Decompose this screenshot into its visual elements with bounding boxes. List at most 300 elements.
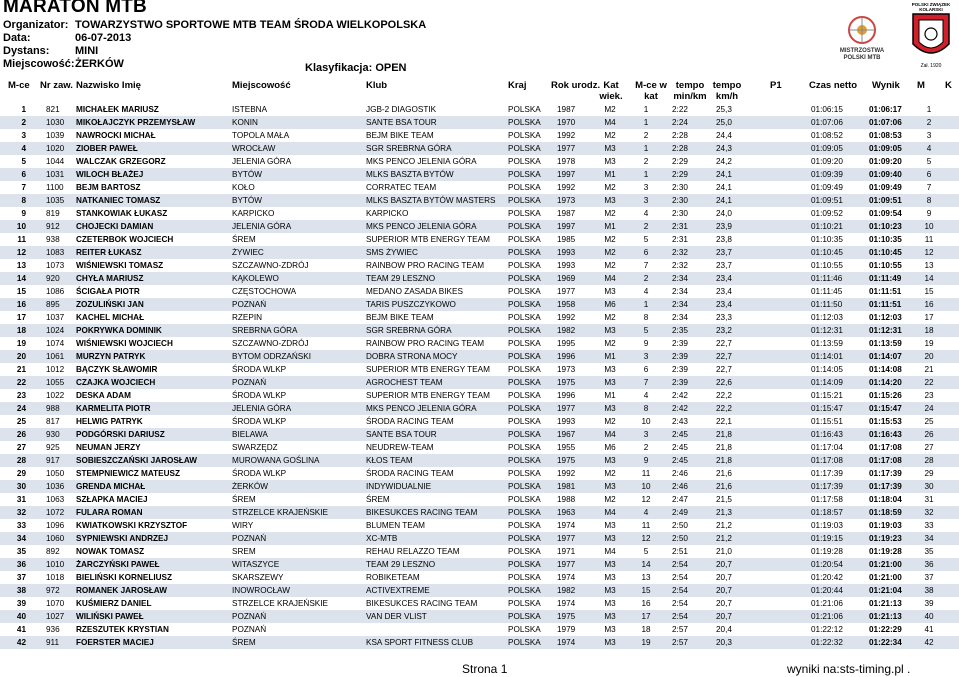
cell-country: POLSKA — [508, 495, 541, 504]
cell-m: 4 — [926, 144, 932, 153]
cell-place: 30 — [16, 482, 26, 491]
cell-year: 1971 — [557, 547, 576, 556]
cell-place: 42 — [16, 638, 26, 647]
cell-category: M3 — [604, 612, 616, 621]
cell-result: 01:14:08 — [869, 365, 902, 374]
header-pace-l2: min/km — [673, 91, 707, 102]
cell-town: POZNAŃ — [232, 378, 267, 387]
cell-result: 01:06:17 — [869, 105, 902, 114]
cell-m: 22 — [924, 378, 934, 387]
cell-town: BYTÓW — [232, 196, 263, 205]
meta-label: Miejscowość: — [3, 58, 75, 70]
cell-town: ISTEBNA — [232, 105, 268, 114]
meta-label: Dystans: — [3, 45, 50, 57]
cell-year: 1995 — [557, 339, 576, 348]
cell-place: 23 — [16, 391, 26, 400]
cell-year: 1997 — [557, 222, 576, 231]
cell-year: 1992 — [557, 183, 576, 192]
cell-town: POZNAŃ — [232, 534, 267, 543]
cell-speed: 20,7 — [716, 599, 732, 608]
cell-year: 1981 — [557, 482, 576, 491]
cell-net-time: 01:10:21 — [811, 222, 843, 231]
cell-country: POLSKA — [508, 248, 541, 257]
cell-pace: 2:46 — [672, 469, 688, 478]
cell-result: 01:17:39 — [869, 469, 902, 478]
meta-value: TOWARZYSTWO SPORTOWE MTB TEAM ŚRODA WIELKOPOLSKA — [75, 19, 427, 31]
cell-country: POLSKA — [508, 222, 541, 231]
cell-speed: 24,1 — [716, 170, 732, 179]
cell-place: 29 — [16, 469, 26, 478]
cell-m: 36 — [924, 560, 934, 569]
cell-pace: 2:35 — [672, 326, 688, 335]
champ-line1: MISTRZOSTWA — [839, 48, 885, 54]
cell-year: 1955 — [557, 443, 576, 452]
cell-year: 1977 — [557, 144, 576, 153]
cell-club: MKS PENCO JELENIA GÓRA — [366, 157, 477, 166]
table-row — [0, 207, 959, 220]
cell-year: 1958 — [557, 300, 576, 309]
cell-cat-place: 13 — [641, 573, 651, 582]
cell-club: AGROCHEST TEAM — [366, 378, 443, 387]
cell-net-time: 01:09:39 — [811, 170, 843, 179]
cell-speed: 21,2 — [716, 521, 732, 530]
cell-place: 8 — [21, 196, 26, 205]
cell-country: POLSKA — [508, 638, 541, 647]
cell-speed: 22,7 — [716, 352, 732, 361]
cell-name: HELWIG PATRYK — [76, 417, 143, 426]
cell-cat-place: 12 — [641, 534, 651, 543]
cell-club: SGR SREBRNA GÓRA — [366, 326, 452, 335]
cell-m: 21 — [924, 365, 934, 374]
cell-result: 01:19:28 — [869, 547, 902, 556]
page-title: MARATON MTB — [3, 0, 147, 17]
cell-club: KSA SPORT FITNESS CLUB — [366, 638, 474, 647]
cell-net-time: 01:22:12 — [811, 625, 843, 634]
cell-country: POLSKA — [508, 560, 541, 569]
cell-pace: 2:31 — [672, 222, 688, 231]
cell-pace: 2:54 — [672, 560, 688, 569]
cell-club: INDYWIDUALNIE — [366, 482, 432, 491]
cell-bib: 1037 — [46, 313, 65, 322]
cell-pace: 2:34 — [672, 287, 688, 296]
cell-club: BEJM BIKE TEAM — [366, 313, 434, 322]
cell-town: SREM — [232, 547, 256, 556]
cell-bib: 917 — [46, 456, 60, 465]
cell-place: 36 — [16, 560, 26, 569]
cell-bib: 1050 — [46, 469, 65, 478]
cell-speed: 21,6 — [716, 469, 732, 478]
table-row — [0, 428, 959, 441]
table-row — [0, 246, 959, 259]
cell-net-time: 01:14:09 — [811, 378, 843, 387]
cell-club: REHAU RELAZZO TEAM — [366, 547, 460, 556]
cell-net-time: 01:17:04 — [811, 443, 843, 452]
cell-cat-place: 19 — [641, 638, 651, 647]
cell-year: 1973 — [557, 365, 576, 374]
cell-category: M3 — [604, 456, 616, 465]
cell-net-time: 01:10:55 — [811, 261, 843, 270]
cell-result: 01:12:31 — [869, 326, 902, 335]
cell-cat-place: 1 — [643, 118, 649, 127]
cell-net-time: 01:19:03 — [811, 521, 843, 530]
cell-club: BIKESUKCES RACING TEAM — [366, 508, 478, 517]
cell-place: 20 — [16, 352, 26, 361]
cell-town: POZNAŃ — [232, 300, 267, 309]
cell-m: 12 — [924, 248, 934, 257]
cell-country: POLSKA — [508, 209, 541, 218]
table-row — [0, 493, 959, 506]
cell-place: 17 — [16, 313, 26, 322]
cell-net-time: 01:09:51 — [811, 196, 843, 205]
cell-speed: 21,0 — [716, 547, 732, 556]
cell-place: 3 — [21, 131, 26, 140]
cell-place: 7 — [21, 183, 26, 192]
cell-name: WIŚNIEWSKI TOMASZ — [76, 261, 164, 270]
table-row — [0, 220, 959, 233]
header-m: M — [917, 80, 925, 91]
cell-pace: 2:31 — [672, 235, 688, 244]
cell-club: TEAM 29 LESZNO — [366, 560, 436, 569]
cell-m: 17 — [924, 313, 934, 322]
table-row — [0, 623, 959, 636]
table-row — [0, 311, 959, 324]
cell-year: 1969 — [557, 274, 576, 283]
cell-pace: 2:22 — [672, 105, 688, 114]
cell-m: 29 — [924, 469, 934, 478]
cell-name: CZETERBOK WOJCIECH — [76, 235, 174, 244]
cell-cat-place: 16 — [641, 599, 651, 608]
cell-category: M4 — [604, 547, 616, 556]
cell-club: ROBIKETEAM — [366, 573, 420, 582]
cell-speed: 21,6 — [716, 482, 732, 491]
cell-country: POLSKA — [508, 404, 541, 413]
cell-m: 27 — [924, 443, 934, 452]
cell-net-time: 01:15:21 — [811, 391, 843, 400]
table-row — [0, 480, 959, 493]
cell-town: KĄKOLEWO — [232, 274, 279, 283]
header-net: Czas netto — [809, 80, 858, 91]
cell-result: 01:21:00 — [869, 573, 902, 582]
cell-town: ŻERKÓW — [232, 482, 268, 491]
cell-club: MEDANO ZASADA BIKES — [366, 287, 463, 296]
cell-pace: 2:57 — [672, 625, 688, 634]
cell-speed: 21,3 — [716, 508, 732, 517]
cell-bib: 1031 — [46, 170, 65, 179]
cell-cat-place: 3 — [643, 196, 649, 205]
table-row — [0, 168, 959, 181]
cell-town: INOWROCŁAW — [232, 586, 290, 595]
table-row — [0, 103, 959, 116]
pzk-line1: POLSKI ZWIĄZEK — [911, 2, 951, 7]
cell-bib: 1020 — [46, 144, 65, 153]
cell-result: 01:11:51 — [869, 287, 902, 296]
meta-value: 06-07-2013 — [75, 32, 132, 44]
cell-net-time: 01:17:39 — [811, 482, 843, 491]
cell-pace: 2:29 — [672, 170, 688, 179]
cell-place: 16 — [16, 300, 26, 309]
cell-category: M1 — [604, 391, 616, 400]
cell-speed: 23,7 — [716, 261, 732, 270]
cell-name: GRENDA MICHAŁ — [76, 482, 146, 491]
cell-town: SKARSZEWY — [232, 573, 284, 582]
cell-year: 1970 — [557, 118, 576, 127]
meta-row — [3, 32, 131, 44]
cell-m: 37 — [924, 573, 934, 582]
cell-town: KOŁO — [232, 183, 255, 192]
cell-country: POLSKA — [508, 365, 541, 374]
cell-net-time: 01:17:08 — [811, 456, 843, 465]
cell-bib: 1073 — [46, 261, 65, 270]
cell-category: M2 — [604, 339, 616, 348]
cell-pace: 2:34 — [672, 313, 688, 322]
cell-result: 01:10:55 — [869, 261, 902, 270]
table-row — [0, 129, 959, 142]
cell-net-time: 01:08:52 — [811, 131, 843, 140]
cell-bib: 925 — [46, 443, 60, 452]
cell-net-time: 01:09:49 — [811, 183, 843, 192]
cell-pace: 2:34 — [672, 274, 688, 283]
cell-club: KARPICKO — [366, 209, 409, 218]
cell-m: 41 — [924, 625, 934, 634]
cell-category: M2 — [604, 261, 616, 270]
cell-result: 01:15:26 — [869, 391, 902, 400]
cell-town: ŚRODA WLKP — [232, 365, 287, 374]
meta-label: Data: — [3, 32, 31, 44]
cell-net-time: 01:22:32 — [811, 638, 843, 647]
table-row — [0, 259, 959, 272]
cell-net-time: 01:12:03 — [811, 313, 843, 322]
cell-club: MLKS BASZTA BYTÓW — [366, 170, 454, 179]
cell-year: 1979 — [557, 625, 576, 634]
cell-bib: 817 — [46, 417, 60, 426]
cell-place: 5 — [21, 157, 26, 166]
cell-net-time: 01:10:45 — [811, 248, 843, 257]
cell-year: 1975 — [557, 456, 576, 465]
cell-bib: 1060 — [46, 534, 65, 543]
cell-cat-place: 1 — [643, 300, 649, 309]
cell-m: 25 — [924, 417, 934, 426]
cell-category: M4 — [604, 508, 616, 517]
table-row — [0, 324, 959, 337]
cell-year: 1977 — [557, 404, 576, 413]
cell-cat-place: 3 — [643, 183, 649, 192]
cell-net-time: 01:09:05 — [811, 144, 843, 153]
cell-result: 01:14:07 — [869, 352, 902, 361]
cell-bib: 938 — [46, 235, 60, 244]
cell-result: 01:09:49 — [869, 183, 902, 192]
cell-name: BIELIŃSKI KORNELIUSZ — [76, 573, 172, 582]
cell-net-time: 01:09:52 — [811, 209, 843, 218]
header-kat-l1: Kat — [603, 80, 619, 91]
cell-country: POLSKA — [508, 482, 541, 491]
cell-place: 1 — [21, 105, 26, 114]
cell-net-time: 01:14:05 — [811, 365, 843, 374]
cell-pace: 2:50 — [672, 534, 688, 543]
cell-club: SUPERIOR MTB ENERGY TEAM — [366, 235, 490, 244]
cell-m: 1 — [926, 105, 932, 114]
cell-year: 1988 — [557, 495, 576, 504]
cell-club: BIKESUKCES RACING TEAM — [366, 599, 478, 608]
cell-year: 1974 — [557, 573, 576, 582]
cell-result: 01:21:04 — [869, 586, 902, 595]
cell-bib: 1010 — [46, 560, 65, 569]
cell-town: ŚREM — [232, 235, 256, 244]
cell-pace: 2:54 — [672, 612, 688, 621]
cell-country: POLSKA — [508, 352, 541, 361]
cell-country: POLSKA — [508, 521, 541, 530]
cell-result: 01:19:23 — [869, 534, 902, 543]
cell-net-time: 01:17:58 — [811, 495, 843, 504]
table-row — [0, 571, 959, 584]
header-k: K — [945, 80, 952, 91]
cell-town: JELENIA GÓRA — [232, 157, 292, 166]
cell-place: 35 — [16, 547, 26, 556]
cell-name: NAWROCKI MICHAŁ — [76, 131, 156, 140]
page-number: Strona 1 — [462, 662, 508, 676]
cell-place: 13 — [16, 261, 26, 270]
cell-cat-place: 6 — [643, 365, 649, 374]
wheel-icon — [849, 17, 875, 43]
cell-pace: 2:54 — [672, 586, 688, 595]
cell-speed: 25,3 — [716, 105, 732, 114]
cell-year: 1992 — [557, 469, 576, 478]
cell-club: XC-MTB — [366, 534, 398, 543]
header-name: Nazwisko Imię — [76, 80, 141, 91]
table-row — [0, 441, 959, 454]
cell-result: 01:09:05 — [869, 144, 902, 153]
cell-speed: 21,8 — [716, 456, 732, 465]
cell-club: ŚRODA RACING TEAM — [366, 469, 454, 478]
cell-country: POLSKA — [508, 443, 541, 452]
cell-name: SOBIESZCZAŃSKI JAROSŁAW — [76, 456, 198, 465]
cell-year: 1973 — [557, 196, 576, 205]
cell-name: WILIŃSKI PAWEŁ — [76, 612, 144, 621]
cell-country: POLSKA — [508, 547, 541, 556]
cell-pace: 2:54 — [672, 573, 688, 582]
cell-net-time: 01:06:15 — [811, 105, 843, 114]
table-row — [0, 545, 959, 558]
cell-town: STRZELCE KRAJEŃSKIE — [232, 508, 328, 517]
cell-m: 9 — [926, 209, 932, 218]
cell-year: 1997 — [557, 170, 576, 179]
cell-cat-place: 10 — [641, 417, 651, 426]
cell-cat-place: 1 — [643, 144, 649, 153]
cell-pace: 2:51 — [672, 547, 688, 556]
cell-town: SWARZĘDZ — [232, 443, 278, 452]
cell-country: POLSKA — [508, 131, 541, 140]
cell-year: 1987 — [557, 209, 576, 218]
cell-pace: 2:39 — [672, 365, 688, 374]
cell-category: M3 — [604, 534, 616, 543]
cell-result: 01:21:00 — [869, 560, 902, 569]
table-row — [0, 142, 959, 155]
cell-category: M2 — [604, 495, 616, 504]
cell-pace: 2:47 — [672, 495, 688, 504]
cell-m: 30 — [924, 482, 934, 491]
cell-place: 10 — [16, 222, 26, 231]
cell-country: POLSKA — [508, 313, 541, 322]
cell-category: M3 — [604, 573, 616, 582]
cell-country: POLSKA — [508, 430, 541, 439]
cell-cat-place: 7 — [643, 378, 649, 387]
cell-speed: 24,1 — [716, 183, 732, 192]
cell-net-time: 01:13:59 — [811, 339, 843, 348]
cell-m: 19 — [924, 339, 934, 348]
cell-m: 3 — [926, 131, 932, 140]
cell-country: POLSKA — [508, 456, 541, 465]
cell-pace: 2:28 — [672, 131, 688, 140]
cell-club: BEJM BIKE TEAM — [366, 131, 434, 140]
cell-m: 23 — [924, 391, 934, 400]
cell-pace: 2:39 — [672, 378, 688, 387]
cell-year: 1982 — [557, 326, 576, 335]
cell-country: POLSKA — [508, 586, 541, 595]
cell-year: 1978 — [557, 157, 576, 166]
classification-label: Klasyfikacja: OPEN — [305, 62, 407, 74]
cycling-federation-logo — [907, 0, 955, 70]
cell-net-time: 01:20:42 — [811, 573, 843, 582]
cell-name: ZIOBER PAWEŁ — [76, 144, 138, 153]
cell-bib: 1083 — [46, 248, 65, 257]
cell-category: M3 — [604, 586, 616, 595]
cell-town: POZNAŃ — [232, 612, 267, 621]
table-row — [0, 181, 959, 194]
cell-town: TOPOLA MAŁA — [232, 131, 290, 140]
cell-name: PODGÓRSKI DARIUSZ — [76, 430, 165, 439]
cell-club: NEUDREW-TEAM — [366, 443, 434, 452]
table-row — [0, 272, 959, 285]
cell-club: TARIS PUSZCZYKOWO — [366, 300, 456, 309]
cell-m: 20 — [924, 352, 934, 361]
cell-result: 01:17:08 — [869, 443, 902, 452]
cell-pace: 2:45 — [672, 430, 688, 439]
cell-speed: 23,4 — [716, 287, 732, 296]
cell-bib: 1086 — [46, 287, 65, 296]
cell-year: 1975 — [557, 612, 576, 621]
cell-name: MIKOŁAJCZYK PRZEMYSŁAW — [76, 118, 196, 127]
cell-category: M1 — [604, 352, 616, 361]
cell-net-time: 01:17:39 — [811, 469, 843, 478]
cell-country: POLSKA — [508, 235, 541, 244]
cell-pace: 2:49 — [672, 508, 688, 517]
cell-bib: 821 — [46, 105, 60, 114]
cell-cat-place: 4 — [643, 391, 649, 400]
cell-year: 1975 — [557, 378, 576, 387]
cell-name: ROMANEK JAROSŁAW — [76, 586, 167, 595]
cell-place: 25 — [16, 417, 26, 426]
cell-category: M3 — [604, 560, 616, 569]
cell-year: 1982 — [557, 586, 576, 595]
cell-pace: 2:28 — [672, 144, 688, 153]
cell-country: POLSKA — [508, 391, 541, 400]
cell-name: KWIATKOWSKI KRZYSZTOF — [76, 521, 188, 530]
cell-name: CZAJKA WOJCIECH — [76, 378, 156, 387]
cell-name: FULARA ROMAN — [76, 508, 143, 517]
cell-pace: 2:32 — [672, 261, 688, 270]
cell-country: POLSKA — [508, 183, 541, 192]
cell-country: POLSKA — [508, 339, 541, 348]
header-result: Wynik — [872, 80, 900, 91]
cell-name: SYPNIEWSKI ANDRZEJ — [76, 534, 169, 543]
cell-town: WROCŁAW — [232, 144, 276, 153]
cell-club: MKS PENCO JELENIA GÓRA — [366, 222, 477, 231]
cell-result: 01:09:54 — [869, 209, 902, 218]
cell-cat-place: 10 — [641, 482, 651, 491]
cell-result: 01:22:34 — [869, 638, 902, 647]
header-mce: M-ce — [8, 80, 30, 91]
cell-m: 6 — [926, 170, 932, 179]
cell-town: ŚRODA WLKP — [232, 417, 287, 426]
